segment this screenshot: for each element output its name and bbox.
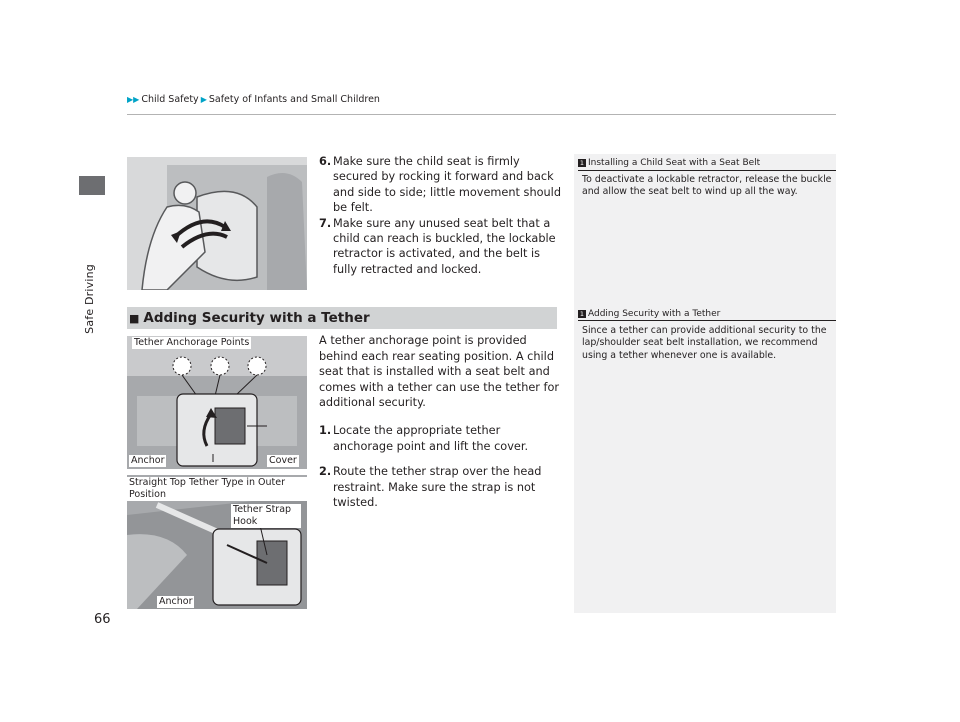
steps-top [319,154,561,277]
child-seat-rocking-illustration [127,157,307,290]
intro-paragraph: A tether anchorage point is provided behind each rear seating position. A child seat that is installed with a seat belt and comes with a tether can use the tether for additional security. [319,334,560,410]
tether-anchorage-illustration [127,336,307,469]
straight-top-tether-illustration [127,475,307,609]
sidebar-marker [79,176,105,195]
note-title-seat-belt: 1 Installing a Child Seat with a Seat Belt [579,158,761,168]
tether-instructions [319,333,561,521]
callout-tether-anchorage-points: Tether Anchorage Points [134,337,250,348]
breadcrumb-item-infants[interactable]: Safety of Infants and Small Children [208,94,380,105]
breadcrumb-arrow-icon: ▶▶ [127,95,140,104]
sidebar-section-label: Safe Driving [83,264,96,334]
step-7: 7. Make sure any unused seat belt that a child can reach is buckled, the lockable retractor is activated, and the belt is fully retracted and locked. [319,216,556,276]
step-2: 2. Route the tether strap over the head restraint. Make sure the strap is not twisted. [319,465,542,510]
section-marker-icon: ■ [129,311,140,325]
section-title: Adding Security with a Tether [143,310,370,326]
callout-cover: Cover [269,455,297,466]
callout-straight-top-tether: Straight Top Tether Type in Outer Position [127,477,307,501]
note-title-tether: 1 Adding Security with a Tether [579,309,721,319]
step-6: 6. Make sure the child seat is firmly secured by rocking it forward and back and side to side; little movement should be felt. [319,155,561,215]
note-divider [578,320,836,321]
section-heading [127,307,557,329]
note-body-seat-belt: To deactivate a lockable retractor, release the buckle and allow the seat belt to wind up all the way. [582,174,832,198]
step-1: 1. Locate the appropriate tether anchorage point and lift the cover. [319,423,529,453]
callout-tether-strap-hook: Tether Strap Hook [231,504,301,528]
note-divider [578,170,836,171]
note-reference-icon: 1 [579,159,585,167]
breadcrumb-arrow-icon: ▶ [200,95,207,104]
callout-anchor: Anchor [159,596,193,607]
callout-anchor: Anchor [131,455,165,466]
page-number: 66 [94,612,111,627]
breadcrumb [127,94,380,105]
note-reference-icon: 1 [579,310,585,318]
header-divider [127,114,836,115]
note-body-tether: Since a tether can provide additional security to the lap/shoulder seat belt installation, we recommend using a tether whenever one is available. [582,325,827,361]
breadcrumb-item-child-safety[interactable]: Child Safety [141,94,199,105]
notes-panel [574,154,836,613]
